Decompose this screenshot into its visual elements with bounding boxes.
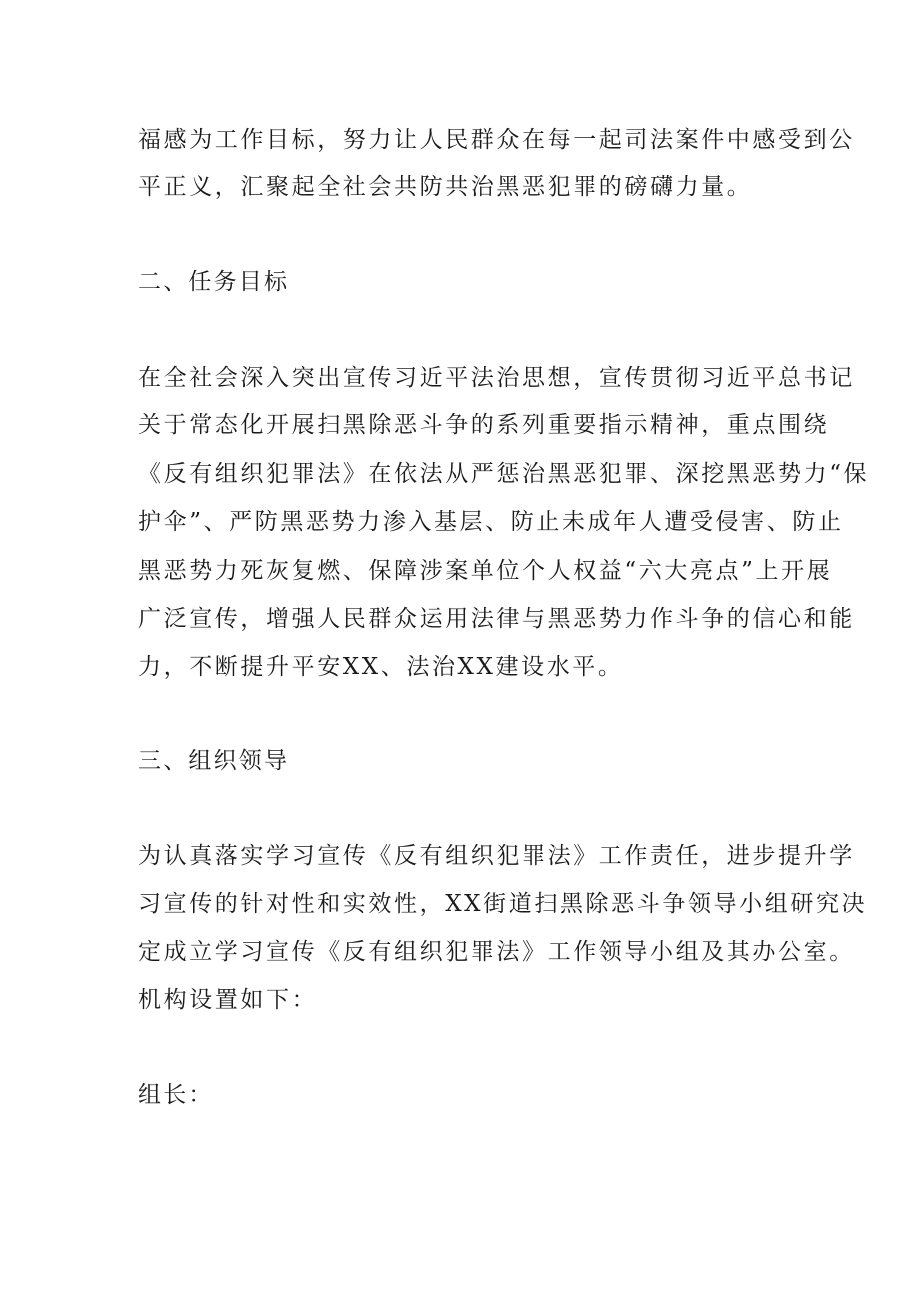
section2-line-2: 关于常态化开展扫黑除恶斗争的系列重要指示精神，重点围绕	[138, 412, 830, 438]
section3-line-4: 机构设置如下：	[138, 987, 318, 1013]
section3-line-1: 为认真落实学习宣传《反有组织犯罪法》工作责任，进步提升学	[138, 843, 855, 869]
intro-line-1: 福感为工作目标，努力让人民群众在每一起司法案件中感受到公	[138, 127, 855, 153]
section3-line-2: 习宣传的针对性和实效性，XX街道扫黑除恶斗争领导小组研究决	[138, 891, 868, 917]
intro-line-2: 平正义，汇聚起全社会共防共治黑恶犯罪的磅礴力量。	[138, 174, 753, 200]
section2-line-5: 黑恶势力死灰复燃、保障涉案单位个人权益“六大亮点”上开展	[138, 558, 833, 584]
section2-line-4: 护伞”、严防黑恶势力渗入基层、防止未成年人遭受侵害、防止	[138, 509, 844, 535]
section2-line-3: 《反有组织犯罪法》在依法从严惩治黑恶犯罪、深挖黑恶势力“保	[138, 461, 870, 487]
section3-line-3: 定成立学习宣传《反有组织犯罪法》工作领导小组及其办公室。	[138, 939, 855, 965]
section-heading-leadership: 三、组织领导	[138, 748, 290, 774]
section2-line-1: 在全社会深入突出宣传习近平法治思想，宣传贯彻习近平总书记	[138, 365, 855, 391]
section2-line-6: 广泛宣传，增强人民群众运用法律与黑恶势力作斗争的信心和能	[138, 606, 855, 632]
section-heading-tasks: 二、任务目标	[138, 269, 290, 295]
section2-line-7: 力，不断提升平安XX、法治XX建设水平。	[138, 654, 624, 680]
leader-label: 组长：	[138, 1082, 214, 1108]
